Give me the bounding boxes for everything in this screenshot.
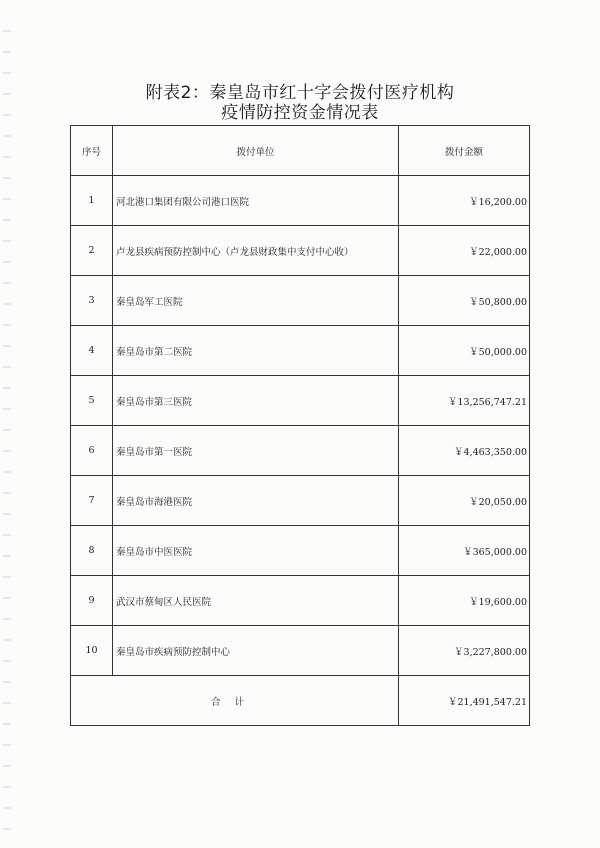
header-serial-number: 序号 [71,126,113,176]
table-row [71,626,530,676]
row-recipient-unit: 秦皇岛市疾病预防控制中心 [113,626,399,676]
document-title-line-2: 疫情防控资金情况表 [221,103,379,123]
table-body [71,176,530,676]
row-amount: ￥50,800.00 [399,276,530,326]
table-row [71,176,530,226]
table-row [71,376,530,426]
header-recipient-unit: 拨付单位 [113,126,399,176]
row-serial-number: 7 [71,476,113,526]
row-serial-number: 5 [71,376,113,426]
table-row [71,326,530,376]
row-amount: ￥365,000.00 [399,526,530,576]
row-serial-number: 6 [71,426,113,476]
table-row [71,476,530,526]
row-amount: ￥19,600.00 [399,576,530,626]
row-recipient-unit: 河北港口集团有限公司港口医院 [113,176,399,226]
row-serial-number: 8 [71,526,113,576]
row-recipient-unit: 武汉市蔡甸区人民医院 [113,576,399,626]
table-row [71,226,530,276]
table-row [71,426,530,476]
table-row [71,526,530,576]
row-serial-number: 1 [71,176,113,226]
row-recipient-unit: 秦皇岛市第三医院 [113,376,399,426]
total-row [71,676,530,726]
funding-table [70,125,530,726]
table-row [71,276,530,326]
row-amount: ￥3,227,800.00 [399,626,530,676]
row-recipient-unit: 秦皇岛市海港医院 [113,476,399,526]
row-amount: ￥50,000.00 [399,326,530,376]
row-amount: ￥22,000.00 [399,226,530,276]
total-amount: ￥21,491,547.21 [399,676,530,726]
header-amount: 拨付金额 [399,126,530,176]
row-amount: ￥13,256,747.21 [399,376,530,426]
binding-edge-marks [3,30,11,830]
table-row [71,576,530,626]
total-label: 合计 [71,676,399,726]
row-serial-number: 2 [71,226,113,276]
row-serial-number: 10 [71,626,113,676]
row-recipient-unit: 秦皇岛市第一医院 [113,426,399,476]
row-recipient-unit: 秦皇岛市第二医院 [113,326,399,376]
row-recipient-unit: 卢龙县疾病预防控制中心（卢龙县财政集中支付中心收） [113,226,399,276]
table-header-row [71,126,530,176]
row-recipient-unit: 秦皇岛军工医院 [113,276,399,326]
document-title-line-1: 附表2：秦皇岛市红十字会拨付医疗机构 [145,83,455,103]
row-serial-number: 4 [71,326,113,376]
row-serial-number: 9 [71,576,113,626]
row-serial-number: 3 [71,276,113,326]
row-amount: ￥20,050.00 [399,476,530,526]
row-recipient-unit: 秦皇岛市中医医院 [113,526,399,576]
row-amount: ￥16,200.00 [399,176,530,226]
row-amount: ￥4,463,350.00 [399,426,530,476]
